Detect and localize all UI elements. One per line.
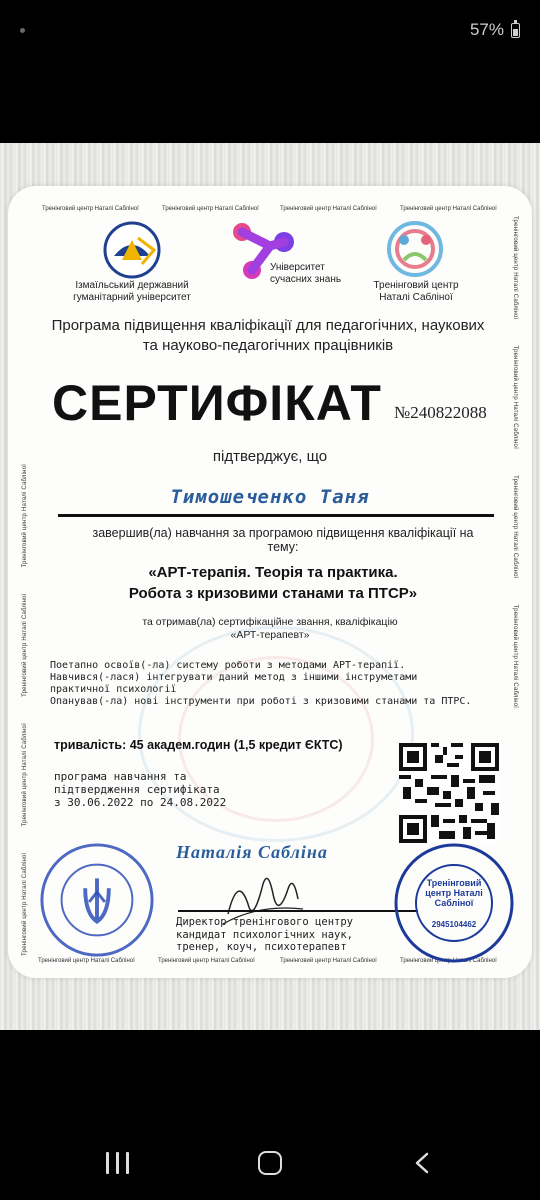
outcome-item: Поетапно освоїв(-ла) систему роботи з методами АРТ-терапії. — [50, 660, 406, 671]
back-icon[interactable] — [412, 1152, 434, 1174]
battery-icon — [511, 23, 520, 38]
outcome-item: Опанував(-ла) нові інструменти при роботі з кризовими станами та ПТРС. — [50, 696, 472, 707]
recents-icon[interactable] — [106, 1152, 132, 1174]
logo-training-center-text: Тренінговий центр Наталі Сабліної — [373, 280, 459, 303]
certificate: Тренінговий центр Наталі Сабліної Тренінговий центр Наталі Сабліної Тренінговий центр Наталі Сабліної Тренінговий центр Наталі Сабліної Тренінговий центр Наталі Сабліної Тренінговий центр Наталі Сабліної Тренінговий центр Наталі Сабліної Тренінговий центр Наталі Сабліної Тренінговий центр Наталі Сабліної Тренінговий центр Наталі Сабліної Тренінговий центр Наталі Сабліної Тренінговий центр Наталі Сабліної Тренінговий центр Наталі Сабліної Тренінговий центр Наталі Сабліної Тренінговий центр Наталі Сабліної Тренінговий центр Наталі Сабліної Ізмаїльський державний гуманітарний університет Університет сучасних знань Тренінговий центр Наталі Сабліної Програма підвищення кваліфікації для педагогічних, наукових та науково-педагогічних працівників СЕРТИФІКАТ №240822088 підтверджує, що Тимошеченко Таня завершив(ла) навчання за програмою підвищення кваліфікації на тему: «АРТ-терапія. Теорія та практика. Робота з кризовими станами та ПТСР» та отримав(ла) сертифікаційне звання, кваліфікацію «АРТ-терапевт» Поетапно освоїв(-ла) систему роботи з методами АРТ-терапії. Навчився(-лася) інтегрувати даний метод з іншими інструметами практичної психології Опанував(-ла) нові інструменти при роботі з кризовими станами та ПТРС. тривалість: 45 академ.годин (1,5 кредит ЄКТС) програма навчання та підтвердження сертифіката з 30.06.2022 по 24.08.2022 Наталія Сабліна Директор тренінгового центру кандидат психологічних наук, тренер, коуч, психотерапевт Тренінговий центр Наталі Сабліної 2945104462 — [8, 186, 532, 978]
certificate-number: №240822088 — [394, 403, 487, 422]
signature-line — [178, 910, 418, 912]
stamp-center-text: Тренінговий центр Наталі Сабліної — [425, 878, 483, 908]
completed-text: завершив(ла) навчання за програмою підвищення кваліфікації на тему: — [92, 526, 474, 554]
qualification-text: та отримав(ла) сертифікаційне звання, кваліфікацію «АРТ-терапевт» — [142, 616, 398, 641]
outcome-item: практичної психології — [50, 684, 177, 695]
outcome-item: Навчився(-лася) інтегрувати даний метод з іншими інструметами — [50, 672, 418, 683]
notification-dot — [20, 28, 25, 33]
period-text: програма навчання та підтвердження сертифіката з 30.06.2022 по 24.08.2022 — [54, 770, 227, 809]
certificate-title: СЕРТИФІКАТ — [52, 375, 382, 431]
watermark-right: Тренінговий центр Наталі Сабліної Тренінговий центр Наталі Сабліної Тренінговий центр Наталі Сабліної Тренінговий центр Наталі Сабліної — [512, 216, 518, 709]
stamp-code: 2945104462 — [431, 920, 477, 929]
course-title: «АРТ-терапія. Теорія та практика. Робота з кризовими станами та ПТСР» — [128, 564, 418, 602]
training-center-logo — [384, 220, 446, 278]
battery-level: 57% — [469, 20, 504, 39]
recipient-name: Тимошеченко Таня — [170, 486, 370, 508]
university-crest-logo — [102, 220, 162, 280]
duration-text: тривалість: 45 академ.годин (1,5 кредит ЄКТС) — [54, 738, 343, 752]
home-icon[interactable] — [258, 1151, 282, 1175]
university-stamp — [38, 841, 156, 959]
status-bar — [0, 0, 540, 60]
director-title: Директор тренінгового центру кандидат психологічних наук, тренер, коуч, психотерапевт — [176, 916, 354, 953]
logo-university-left-text: Ізмаїльський державний гуманітарний університет — [73, 280, 191, 303]
outcomes-list — [50, 660, 520, 708]
divider — [58, 514, 494, 517]
confirms-text: підтверджує, що — [212, 448, 328, 465]
signer-name: Наталія Сабліна — [176, 842, 328, 862]
program-description: Програма підвищення кваліфікації для педагогічних, наукових та науково-педагогічних працівників — [51, 317, 485, 354]
watermark-left: Тренінговий центр Наталі Сабліної Тренінговий центр Наталі Сабліної Тренінговий центр Наталі Сабліної Тренінговий центр Наталі Сабліної — [22, 463, 28, 956]
qr-code-icon — [399, 743, 499, 843]
logo-university-center-text: Університет сучасних знань — [270, 262, 342, 285]
